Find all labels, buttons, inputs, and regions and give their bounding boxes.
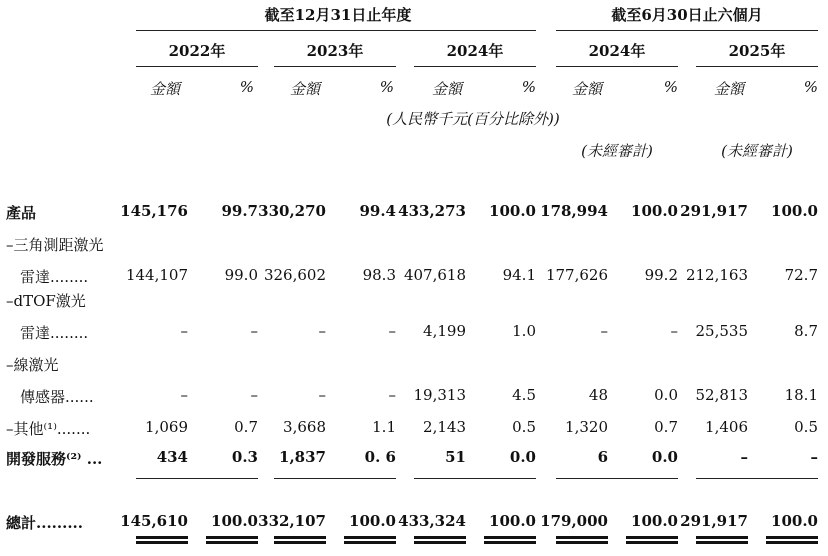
table-cell: 52,813 [695,386,748,404]
table-cell: 72.7 [784,266,818,284]
year-header: 2022年 [168,42,226,60]
table-cell: 0.0 [654,386,678,404]
percent-label: % [379,78,394,96]
total-cell: 332,107 [258,512,326,530]
total-cell: 179,000 [540,512,608,530]
double-rule [766,536,818,544]
table-cell: 99.4 [359,202,396,220]
table-cell: 434 [156,448,188,466]
table-cell: 19,313 [413,386,466,404]
total-rule [696,478,818,479]
table-cell: 3,668 [283,418,326,436]
total-label: 總計......... [6,514,83,532]
table-cell: 1.0 [512,322,536,340]
table-cell: 0.5 [794,418,818,436]
table-cell: 48 [588,386,608,404]
total-cell: 100.0 [489,512,536,530]
year-rule [414,66,536,67]
year-header: 2024年 [446,42,504,60]
table-cell: 0.5 [512,418,536,436]
total-rule [556,478,678,479]
double-rule [484,536,536,544]
table-cell: 177,626 [545,266,608,284]
total-rule [274,478,396,479]
table-cell: 100.0 [489,202,536,220]
total-rule [136,478,258,479]
amount-label: 金額 [572,80,603,98]
table-cell: – [180,386,188,404]
table-cell: 99.7 [221,202,258,220]
amount-label: 金額 [150,80,181,98]
table-cell: 407,618 [403,266,466,284]
total-cell: 100.0 [211,512,258,530]
group-header-rule [556,30,818,31]
table-cell: 8.7 [794,322,818,340]
row-label: 產品 [6,204,37,222]
table-cell: 99.2 [644,266,678,284]
table-cell: 0. 6 [364,448,396,466]
double-rule [626,536,678,544]
table-cell: 326,602 [263,266,326,284]
row-label-cont: 雷達........ [20,268,89,286]
table-cell: – [810,448,818,466]
table-cell: 98.3 [362,266,396,284]
year-header: 2024年 [588,42,646,60]
year-header: 2025年 [728,42,786,60]
table-cell: 0.0 [651,448,678,466]
unaudited-note: (未經審計) [581,142,653,160]
table-cell: 212,163 [685,266,748,284]
total-cell: 145,610 [120,512,188,530]
table-cell: 433,273 [398,202,466,220]
table-cell: 145,176 [120,202,188,220]
year-rule [696,66,818,67]
table-cell: – [600,322,608,340]
table-cell: 144,107 [125,266,188,284]
total-cell: 100.0 [631,512,678,530]
percent-label: % [521,78,536,96]
table-cell: 25,535 [695,322,748,340]
table-cell: – [318,386,326,404]
table-cell: 178,994 [540,202,608,220]
double-rule [274,536,326,544]
double-rule [136,536,188,544]
unit-note: (人民幣千元(百分比除外)) [386,110,560,128]
table-cell: 4,199 [423,322,466,340]
table-cell: 0.7 [654,418,678,436]
amount-label: 金額 [714,80,745,98]
row-label: 開發服務⁽²⁾ ... [6,450,103,468]
total-cell: 433,324 [398,512,466,530]
table-cell: 0.3 [231,448,258,466]
table-cell: – [318,322,326,340]
table-cell: 100.0 [771,202,818,220]
double-rule [344,536,396,544]
row-label: –其他⁽¹⁾....... [6,420,91,438]
table-cell: – [670,322,678,340]
double-rule [206,536,258,544]
percent-label: % [803,78,818,96]
table-cell: – [180,322,188,340]
row-label: –dTOF激光 [6,292,86,310]
amount-label: 金額 [290,80,321,98]
row-label: –三角測距激光 [6,236,104,254]
table-cell: – [388,322,396,340]
row-label-cont: 雷達........ [20,324,89,342]
year-rule [136,66,258,67]
table-cell: 330,270 [258,202,326,220]
total-rule [414,478,536,479]
table-cell: 1,320 [565,418,608,436]
row-label: –線激光 [6,356,59,374]
total-cell: 100.0 [771,512,818,530]
double-rule [556,536,608,544]
double-rule [696,536,748,544]
table-cell: 2,143 [423,418,466,436]
table-cell: 1,406 [705,418,748,436]
year-header: 2023年 [306,42,364,60]
percent-label: % [663,78,678,96]
amount-label: 金額 [432,80,463,98]
table-cell: 1,069 [145,418,188,436]
table-cell: 1,837 [279,448,326,466]
table-cell: – [740,448,748,466]
year-rule [556,66,678,67]
group-header-six-months: 截至6月30日止六個月 [611,6,763,24]
double-rule [414,536,466,544]
year-rule [274,66,396,67]
group-header-year-end: 截至12月31日止年度 [264,6,412,24]
table-cell: – [250,322,258,340]
table-cell: 6 [597,448,608,466]
row-label-cont: 傳感器...... [20,388,94,406]
table-cell: 100.0 [631,202,678,220]
table-cell: 94.1 [502,266,536,284]
unaudited-note: (未經審計) [721,142,793,160]
group-header-rule [136,30,536,31]
table-cell: – [250,386,258,404]
total-cell: 291,917 [680,512,748,530]
table-cell: 291,917 [680,202,748,220]
percent-label: % [239,78,254,96]
table-cell: 4.5 [512,386,536,404]
table-cell: 51 [445,448,466,466]
table-cell: 1.1 [372,418,396,436]
table-cell: 0.7 [234,418,258,436]
table-cell: – [388,386,396,404]
total-cell: 100.0 [349,512,396,530]
table-cell: 99.0 [224,266,258,284]
table-cell: 18.1 [784,386,818,404]
table-cell: 0.0 [509,448,536,466]
